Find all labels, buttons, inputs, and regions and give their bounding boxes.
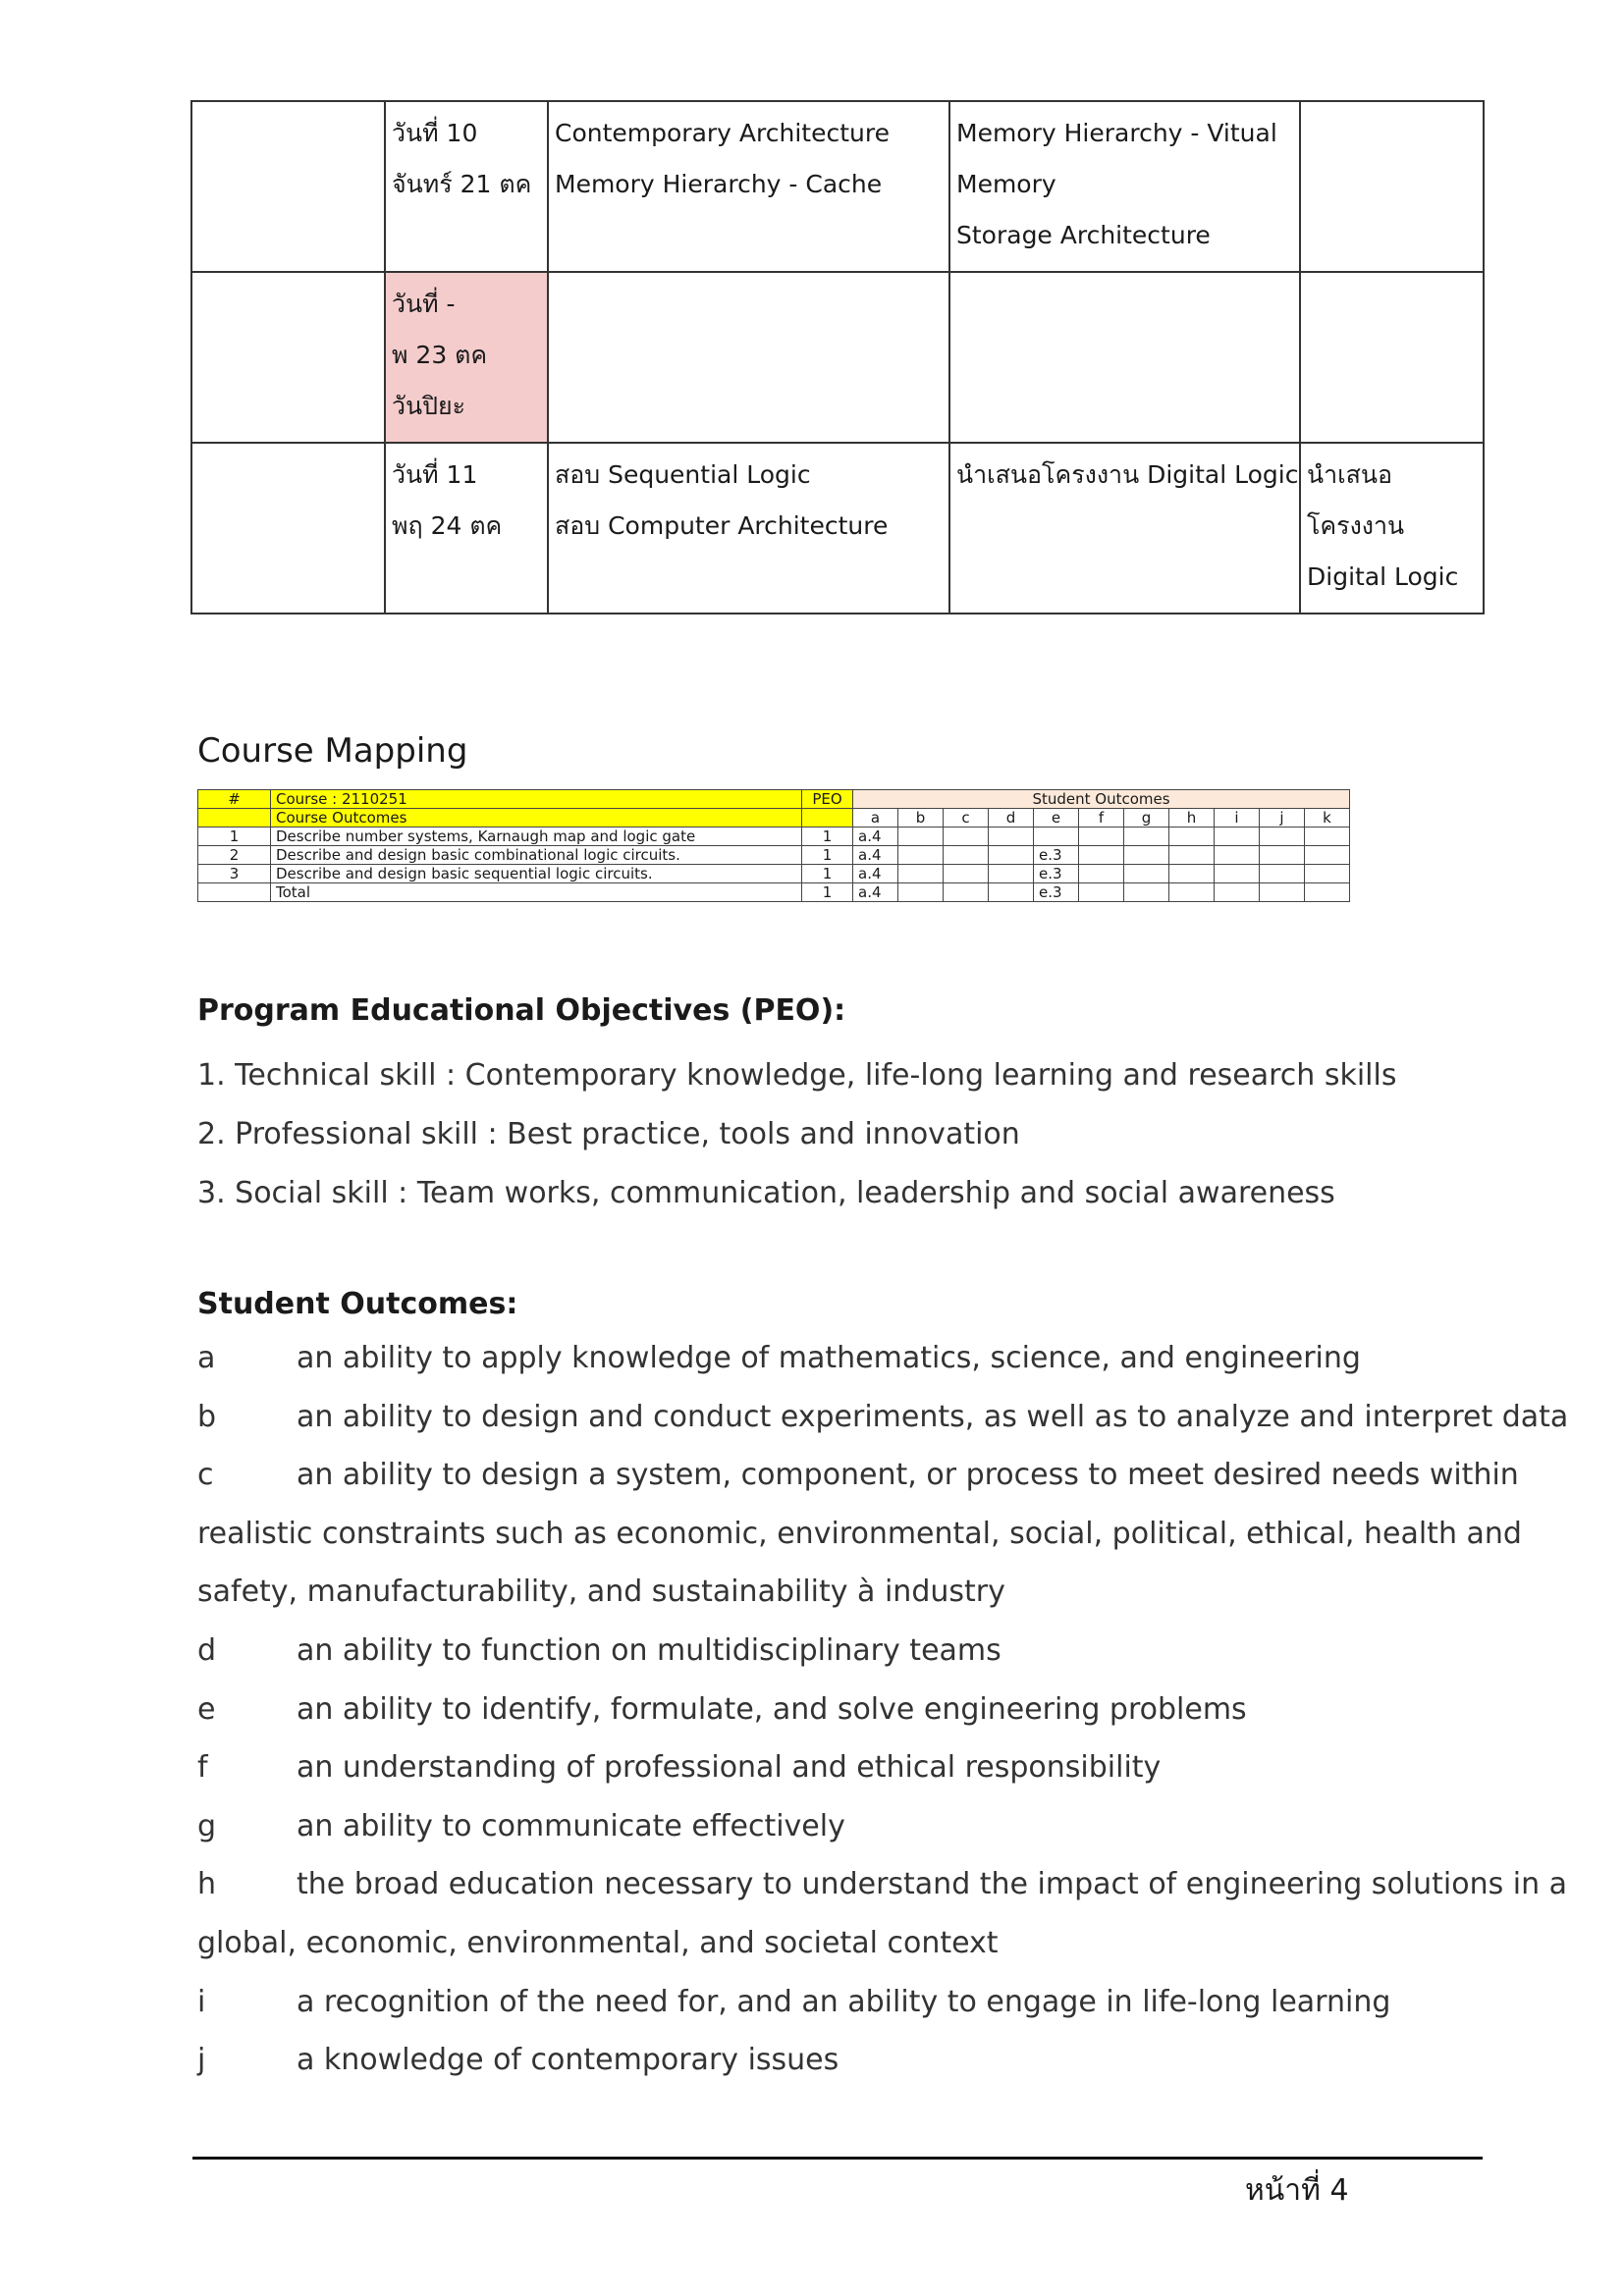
student-outcome-item <box>197 1400 1568 1434</box>
outcome-cell <box>944 846 989 865</box>
outcome-letter: c <box>197 1458 214 1492</box>
topic-cell <box>949 443 1300 614</box>
outcome-text: a knowledge of contemporary issues <box>297 2043 839 2077</box>
week-cell <box>191 272 385 443</box>
outcome-letter: b <box>197 1400 217 1434</box>
outcome-text: an ability to design and conduct experiments, as well as to analyze and interpret data <box>297 1400 1569 1434</box>
outcome-cell <box>898 865 944 883</box>
outcome-cell <box>1169 865 1215 883</box>
note-cell <box>1300 272 1484 443</box>
letter-header: j <box>1260 809 1305 828</box>
topic-cell <box>548 101 949 272</box>
course-header: Course : 2110251 <box>271 790 802 809</box>
outcome-text: an ability to design a system, component, or process to meet desired needs within <box>297 1458 1519 1492</box>
outcome-cell <box>1169 883 1215 902</box>
outcome-cell: e.3 <box>1034 883 1079 902</box>
topic-line: Memory <box>956 170 1056 198</box>
outcome-cell <box>1260 865 1305 883</box>
outcome-text: an understanding of professional and ethical responsibility <box>297 1750 1162 1785</box>
outcome-cell: a.4 <box>853 846 898 865</box>
peo-heading: Program Educational Objectives (PEO): <box>197 993 846 1028</box>
outcome-cell <box>1079 883 1124 902</box>
date-label: พฤ 24 ตค <box>392 511 503 540</box>
holiday-label: วันปิยะ <box>392 392 466 420</box>
outcome-cell: e.3 <box>1034 865 1079 883</box>
num-header: # <box>198 790 271 809</box>
peo-item: 3. Social skill : Team works, communication, leadership and social awareness <box>197 1176 1335 1210</box>
letter-header: h <box>1169 809 1215 828</box>
outcome-cell <box>1079 828 1124 846</box>
outcome-cell <box>944 828 989 846</box>
row-number <box>198 883 271 902</box>
outcome-text: the broad education necessary to understand the impact of engineering solutions in a <box>297 1867 1568 1901</box>
student-outcome-item <box>197 2043 839 2077</box>
letter-header: b <box>898 809 944 828</box>
outcome-cell <box>989 883 1034 902</box>
course-mapping-title: Course Mapping <box>197 731 468 771</box>
note-line: โครงงาน <box>1307 511 1405 540</box>
outcome-letter: d <box>197 1633 217 1668</box>
day-cell <box>385 101 548 272</box>
outcome-cell <box>1260 828 1305 846</box>
date-label: จันทร์ 21 ตค <box>392 170 532 198</box>
outcome-cell <box>1079 865 1124 883</box>
outcome-cell <box>944 883 989 902</box>
outcome-cell: a.4 <box>853 865 898 883</box>
outcome-cell: a.4 <box>853 828 898 846</box>
row-number: 2 <box>198 846 271 865</box>
letter-header: i <box>1215 809 1260 828</box>
outcome-text: an ability to apply knowledge of mathematics, science, and engineering <box>297 1341 1361 1375</box>
peo-header: PEO <box>802 790 853 809</box>
topic-line: Memory Hierarchy - Vitual <box>956 119 1277 147</box>
student-outcome-item <box>197 1341 1361 1375</box>
topic-cell <box>949 272 1300 443</box>
course-mapping-table <box>197 789 1350 902</box>
holiday-cell <box>385 272 548 443</box>
outcome-continuation: realistic constraints such as economic, environmental, social, political, ethical, health and <box>197 1517 1522 1551</box>
note-cell <box>1300 443 1484 614</box>
week-cell <box>191 443 385 614</box>
day-label: วันที่ 11 <box>392 460 478 489</box>
schedule-row <box>191 272 1484 443</box>
row-number: 3 <box>198 865 271 883</box>
student-outcomes-heading: Student Outcomes: <box>197 1287 518 1321</box>
letter-header: e <box>1034 809 1079 828</box>
mapping-row <box>198 883 1350 902</box>
letter-header: g <box>1124 809 1169 828</box>
note-line: นำเสนอ <box>1307 460 1393 489</box>
day-label: วันที่ 10 <box>392 119 478 147</box>
day-label: วันที่ - <box>392 290 456 318</box>
topic-cell <box>548 272 949 443</box>
mapping-row <box>198 846 1350 865</box>
course-outcome: Describe and design basic combinational logic circuits. <box>271 846 802 865</box>
date-label: พ 23 ตค <box>392 341 488 369</box>
note-line: Digital Logic <box>1307 562 1459 591</box>
outcome-cell <box>1079 846 1124 865</box>
outcome-cell <box>944 865 989 883</box>
student-outcome-item <box>197 1692 1247 1727</box>
outcome-cell <box>1034 828 1079 846</box>
outcome-cell <box>1305 865 1350 883</box>
topic-line: นำเสนอโครงงาน Digital Logic <box>956 460 1299 489</box>
topic-line: สอบ Sequential Logic <box>555 460 811 489</box>
outcome-cell <box>989 846 1034 865</box>
outcome-cell <box>989 865 1034 883</box>
outcome-text: a recognition of the need for, and an ability to engage in life-long learning <box>297 1985 1391 2019</box>
row-number: 1 <box>198 828 271 846</box>
peo-value: 1 <box>802 828 853 846</box>
topic-line: Storage Architecture <box>956 221 1211 249</box>
outcome-cell <box>898 828 944 846</box>
outcome-letter: f <box>197 1750 208 1785</box>
student-outcome-item <box>197 1750 1161 1785</box>
outcome-cell <box>1305 828 1350 846</box>
blank-header <box>198 809 271 828</box>
outcome-cell <box>1215 883 1260 902</box>
mapping-header-row <box>198 790 1350 809</box>
letter-header: k <box>1305 809 1350 828</box>
outcome-letter: i <box>197 1985 206 2019</box>
outcome-cell <box>1305 846 1350 865</box>
outcome-continuation: global, economic, environmental, and societal context <box>197 1926 999 1960</box>
outcome-cell <box>1260 846 1305 865</box>
peo-value: 1 <box>802 865 853 883</box>
course-outcome: Total <box>271 883 802 902</box>
outcome-letter: a <box>197 1341 216 1375</box>
outcome-cell: a.4 <box>853 883 898 902</box>
peo-list <box>197 1046 1396 1223</box>
outcome-text: an ability to communicate effectively <box>297 1809 845 1843</box>
student-outcome-item <box>197 1809 845 1843</box>
outcome-cell <box>1215 865 1260 883</box>
student-outcome-item <box>197 1985 1390 2019</box>
outcome-cell <box>1169 846 1215 865</box>
peo-value: 1 <box>802 883 853 902</box>
student-outcome-item <box>197 1633 1001 1668</box>
page-number: หน้าที่ 4 <box>1245 2173 1349 2208</box>
outcome-cell <box>1124 846 1169 865</box>
outcome-letter: h <box>197 1867 217 1901</box>
topic-line: Contemporary Architecture <box>555 119 890 147</box>
peo-item: 2. Professional skill : Best practice, tools and innovation <box>197 1117 1020 1151</box>
mapping-row <box>198 865 1350 883</box>
mapping-subheader-row <box>198 809 1350 828</box>
schedule-row <box>191 443 1484 614</box>
outcome-cell <box>1215 828 1260 846</box>
outcome-cell <box>898 846 944 865</box>
blank-header <box>802 809 853 828</box>
topic-cell <box>949 101 1300 272</box>
course-outcome: Describe number systems, Karnaugh map and logic gate <box>271 828 802 846</box>
outcome-cell: e.3 <box>1034 846 1079 865</box>
outcome-cell <box>989 828 1034 846</box>
schedule-row <box>191 101 1484 272</box>
outcome-cell <box>898 883 944 902</box>
outcome-text: an ability to function on multidisciplinary teams <box>297 1633 1001 1668</box>
peo-value: 1 <box>802 846 853 865</box>
outcome-cell <box>1169 828 1215 846</box>
letter-header: f <box>1079 809 1124 828</box>
outcome-cell <box>1124 865 1169 883</box>
outcome-cell <box>1124 883 1169 902</box>
letter-header: c <box>944 809 989 828</box>
day-cell <box>385 443 548 614</box>
student-outcomes-header: Student Outcomes <box>853 790 1350 809</box>
mapping-row <box>198 828 1350 846</box>
peo-item: 1. Technical skill : Contemporary knowledge, life-long learning and research skills <box>197 1058 1397 1093</box>
letter-header: a <box>853 809 898 828</box>
topic-line: สอบ Computer Architecture <box>555 511 889 540</box>
outcome-letter: j <box>197 2043 206 2077</box>
outcome-continuation: safety, manufacturability, and sustainability à industry <box>197 1575 1005 1609</box>
note-cell <box>1300 101 1484 272</box>
schedule-table <box>190 100 1485 614</box>
footer-rule <box>192 2157 1483 2160</box>
week-cell <box>191 101 385 272</box>
outcome-text: an ability to identify, formulate, and solve engineering problems <box>297 1692 1247 1727</box>
outcome-cell <box>1124 828 1169 846</box>
outcome-letter: g <box>197 1809 217 1843</box>
course-outcomes-header: Course Outcomes <box>271 809 802 828</box>
topic-cell <box>548 443 949 614</box>
outcome-cell <box>1260 883 1305 902</box>
outcome-cell <box>1215 846 1260 865</box>
outcome-letter: e <box>197 1692 216 1727</box>
topic-line: Memory Hierarchy - Cache <box>555 170 883 198</box>
student-outcome-item <box>197 1458 1519 1492</box>
outcome-cell <box>1305 883 1350 902</box>
mapping-body <box>198 828 1350 902</box>
letter-header: d <box>989 809 1034 828</box>
student-outcome-item <box>197 1867 1567 1901</box>
course-outcome: Describe and design basic sequential logic circuits. <box>271 865 802 883</box>
